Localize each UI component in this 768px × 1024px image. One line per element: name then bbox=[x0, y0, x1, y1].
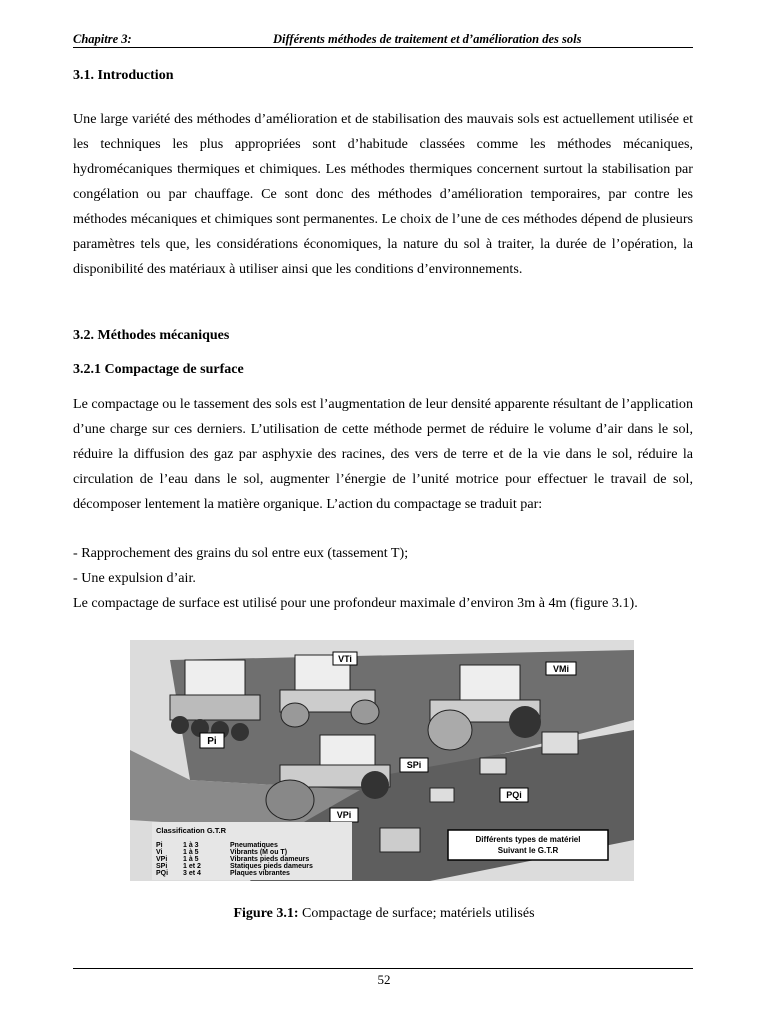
svg-text:Statiques pieds dameurs: Statiques pieds dameurs bbox=[230, 863, 313, 870]
equipment-illustration bbox=[130, 640, 634, 881]
svg-text:VPi: VPi bbox=[336, 810, 352, 820]
figure-caption-label: Figure 3.1: bbox=[233, 906, 299, 921]
svg-text:Pi: Pi bbox=[156, 842, 163, 849]
closing-line: Le compactage de surface est utilisé pour une profondeur maximale d’environ 3m à 4m (figure 3.1). bbox=[73, 595, 638, 611]
svg-text:SPi: SPi bbox=[406, 760, 422, 770]
svg-text:VTi: VTi bbox=[338, 654, 352, 664]
label-vmi bbox=[546, 662, 576, 675]
label-pqi bbox=[500, 788, 528, 802]
footer-rule bbox=[73, 968, 693, 969]
header-rule bbox=[73, 47, 693, 48]
svg-text:Pi: Pi bbox=[207, 736, 217, 747]
classification-title: Classification G.T.R bbox=[156, 826, 227, 835]
figure-caption bbox=[0, 906, 768, 922]
svg-text:1 à 5: 1 à 5 bbox=[183, 849, 199, 856]
bullet-item: - Une expulsion d’air. bbox=[73, 570, 196, 586]
svg-text:Plaques vibrantes: Plaques vibrantes bbox=[230, 870, 290, 877]
header-chapter: Chapitre 3: bbox=[73, 32, 132, 46]
label-vpi bbox=[330, 808, 358, 822]
svg-text:1 à 3: 1 à 3 bbox=[183, 842, 199, 849]
figure-caption-text: Compactage de surface; matériels utilisés bbox=[298, 906, 535, 921]
svg-text:Suivant le G.T.R: Suivant le G.T.R bbox=[497, 846, 559, 855]
svg-text:PQi: PQi bbox=[506, 790, 522, 800]
svg-text:VPi: VPi bbox=[156, 856, 168, 863]
svg-text:VMi: VMi bbox=[552, 664, 570, 674]
svg-text:Vibrants (M ou T): Vibrants (M ou T) bbox=[230, 849, 288, 856]
classification-legend bbox=[152, 822, 352, 880]
material-types-box bbox=[448, 830, 608, 860]
section-heading-introduction: 3.1. Introduction bbox=[73, 68, 174, 83]
svg-text:Pneumatiques: Pneumatiques bbox=[230, 842, 278, 849]
svg-text:Vibrants pieds dameurs: Vibrants pieds dameurs bbox=[230, 856, 310, 863]
bullet-item: - Rapprochement des grains du sol entre eux (tassement T); bbox=[73, 545, 409, 561]
svg-text:1 et 2: 1 et 2 bbox=[183, 863, 201, 870]
svg-text:Vi: Vi bbox=[156, 849, 163, 856]
svg-text:Différents types de matériel: Différents types de matériel bbox=[475, 835, 581, 844]
page-number: 52 bbox=[377, 972, 391, 987]
label-pi bbox=[200, 733, 224, 748]
svg-text:1 à 5: 1 à 5 bbox=[183, 856, 199, 863]
figure-compaction-equipment bbox=[130, 640, 634, 881]
introduction-paragraph: Une large variété des méthodes d’amélioration et de stabilisation des mauvais sols est actuellement utilisée et les techniques les plus appropriées sont d’habitude classées comme les méthodes mécaniques, hydromécaniques thermiques et chimiques. Les méthodes thermiques concernent surtout la stabilisation par congélation ou par chauffage. Ce sont donc des méthodes d’amélioration temporaires, par contre les méthodes mécaniques et chimiques sont permanentes. Le choix de l’une de ces méthodes dépend de plusieurs paramètres tels que, les considérations économiques, la nature du sol à traiter, la durée de l’opération, la disponibilité des matériaux à utiliser ainsi que les conditions d’environnements. bbox=[73, 111, 693, 277]
svg-text:PQi: PQi bbox=[156, 870, 169, 877]
compactage-paragraph: Le compactage ou le tassement des sols est l’augmentation de leur densité apparente résultant de l’application d’une charge sur ces derniers. L’utilisation de cette méthode permet de réduire le volume d’air dans le sol, réduire la diffusion des gaz par asphyxie des racines, des vers de terre et de la vie dans le sol, réduire la circulation de l’eau dans le sol, augmenter l’énergie de l’unité motrice pour effectuer le travail de sol, décomposer lentement la matière organique. L’action du compactage se traduit par: bbox=[73, 396, 693, 512]
label-spi bbox=[400, 758, 428, 772]
running-header bbox=[73, 32, 693, 48]
svg-text:3 et 4: 3 et 4 bbox=[183, 870, 201, 877]
section-heading-methodes-mecaniques: 3.2. Méthodes mécaniques bbox=[73, 328, 230, 343]
header-title: Différents méthodes de traitement et d’amélioration des sols bbox=[273, 32, 582, 46]
svg-text:SPi: SPi bbox=[156, 863, 168, 870]
label-vti bbox=[333, 652, 357, 665]
subsection-heading-compactage: 3.2.1 Compactage de surface bbox=[73, 362, 244, 377]
